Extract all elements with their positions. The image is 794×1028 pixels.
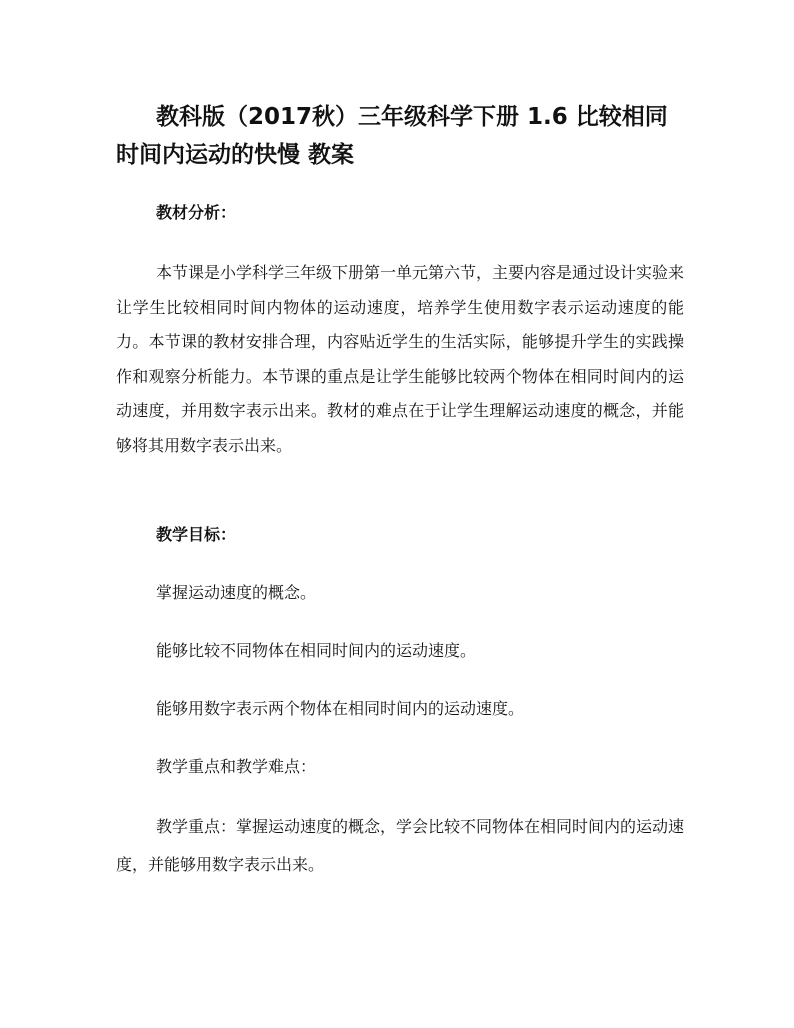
section-heading-analysis: 教材分析： [156,203,237,222]
section-heading-key-points: 教学重点和教学难点： [156,757,317,776]
goal-item-3: 能够用数字表示两个物体在相同时间内的运动速度。 [156,699,525,718]
section-paragraph-key-points: 教学重点：掌握运动速度的概念，学会比较不同物体在相同时间内的运动速度，并能够用数字表示出来。 [116,817,685,874]
goal-item-2: 能够比较不同物体在相同时间内的运动速度。 [156,641,477,660]
section-paragraph-analysis: 本节课是小学科学三年级下册第一单元第六节，主要内容是通过设计实验来让学生比较相同时间内物体的运动速度，培养学生使用数字表示运动速度的能力。本节课的教材安排合理，内容贴近学生的生活实际，能够提升学生的实践操作和观察分析能力。本节课的重点是让学生能够比较两个物体在相同时间内的运动速度，并用数字表示出来。教材的难点在于让学生理解运动速度的概念，并能够将其用数字表示出来。 [116,263,685,455]
document-title: 教科版（2017秋）三年级科学下册 1.6 比较相同时间内运动的快慢 教案 [116,104,668,168]
goal-item-1: 掌握运动速度的概念。 [156,583,317,602]
section-heading-goals: 教学目标： [156,525,237,544]
